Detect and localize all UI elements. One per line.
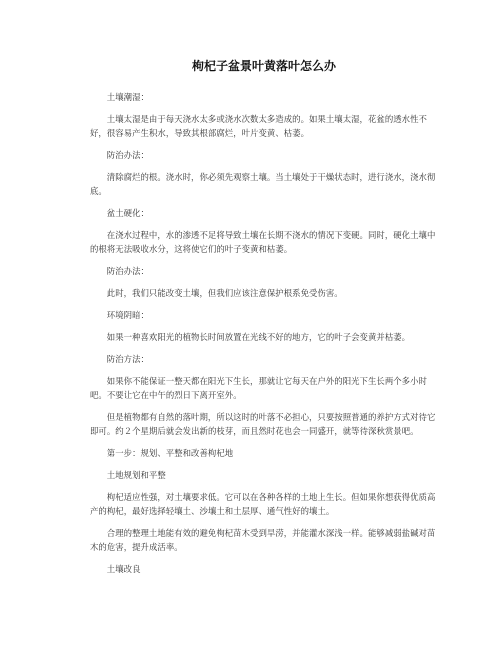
section-heading-dark-environment: 环境阴暗：: [106, 310, 149, 320]
section-heading-remedy-2: 防治办法：: [106, 266, 149, 276]
section-heading-land-planning: 土地规划和平整: [106, 470, 166, 480]
section-heading-remedy-3: 防治方法：: [106, 354, 149, 364]
paragraph-remedy-3: 如果你不能保证一整天都在阳光下生长，那就让它每天在户外的阳光下生长两个多小时吧。不要让它在中午的烈日下离开室外。: [90, 376, 427, 400]
section-heading-soil-hardening: 盆土硬化：: [106, 208, 149, 218]
paragraph-remedy-2: 此时，我们只能改变土壤，但我们应该注意保护根系免受伤害。: [106, 288, 343, 298]
paragraph-dark-environment: 如果一种喜欢阳光的植物长时间放置在光线不好的地方，它的叶子会变黄并枯萎。: [106, 332, 411, 342]
paragraph-natural-leaf-fall: 但是植物都有自然的落叶期，所以这时的叶落不必担心，只要按照普通的养护方式对待它即可。约２个星期后就会发出新的枝芽，而且然时花也会一同盛开，就等待深秋赏景吧。: [90, 412, 436, 436]
section-heading-soil-wet: 土壤潮湿：: [106, 92, 149, 102]
section-heading-remedy-1: 防治办法：: [106, 150, 149, 160]
paragraph-land-organizing: 合理的整理土地能有效的避免枸杞苗木受到旱涝，并能灌水深浅一样。能够减弱盐碱对苗木的危害，提升成活率。: [90, 528, 436, 552]
document-title: 枸杞子盆景叶黄落叶怎么办: [191, 59, 336, 73]
paragraph-remedy-1: 清除腐烂的根。浇水时，你必须先观察土壤。当土壤处于干燥状态时，进行浇水，浇水彻底。: [90, 172, 436, 196]
section-heading-step-one: 第一步：规划、平整和改善枸杞地: [106, 448, 234, 458]
paragraph-soil-hardening: 在浇水过程中，水的渗透不足将导致土壤在长期不浇水的情况下变硬。同时，硬化土壤中的根将无法吸收水分，这将使它们的叶子变黄和枯萎。: [90, 230, 436, 254]
paragraph-soil-wet: 土壤太湿是由于每天浇水太多或浇水次数太多造成的。如果土壤太湿，花盆的透水性不好，很容易产生积水，导致其根部腐烂，叶片变黄、枯萎。: [90, 114, 427, 138]
section-heading-soil-improvement: 土壤改良: [106, 564, 141, 574]
paragraph-land-planning: 枸杞适应性强，对土壤要求低。它可以在各种各样的土地上生长。但如果你想获得优质高产的枸杞，最好选择轻壤土、沙壤土和土层厚、通气性好的壤土。: [90, 492, 436, 516]
